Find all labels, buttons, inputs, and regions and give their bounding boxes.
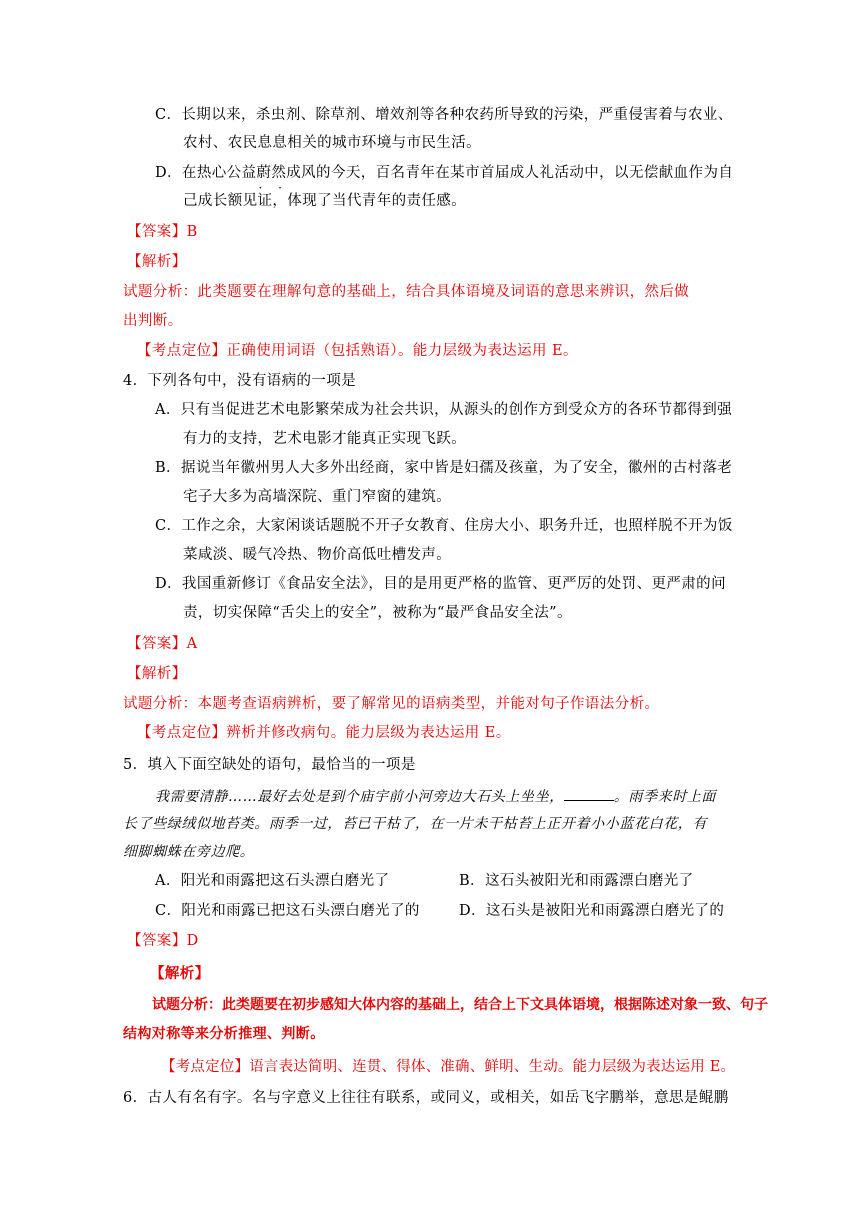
q4-stem: 4．下列各句中，没有语病的一项是: [123, 373, 357, 389]
q5-stem: 5．填入下面空缺处的语句，最恰当的一项是: [123, 757, 416, 773]
q4-option-c-line2: 菜咸淡、暖气冷热、物价高低吐槽发声。: [183, 547, 452, 563]
q3-option-d-line2: 己成长额见证，体现了当代青年的责任感。: [183, 193, 467, 209]
q5-key-point: 【考点定位】语言表达简明、连贯、得体、准确、鲜明、生动。能力层级为表达运用 E。: [161, 1059, 736, 1075]
q4-option-b-line2: 宅子大多为高墙深院、重门窄窗的建筑。: [183, 489, 452, 505]
answer-blank: [564, 786, 614, 801]
q5-passage-line1: 我需要清静……最好去处是到个庙宇前小河旁边大石头上坐坐， 。雨季来时上面: [155, 786, 716, 807]
q3-option-c-line1: C．长期以来，杀虫剂、除草剂、增效剂等各种农药所导致的污染，严重侵害着与农业、: [155, 107, 733, 123]
q5-option-d: D．这石头是被阳光和雨露漂白磨光了的: [459, 903, 725, 919]
q4-answer: 【答案】A: [127, 636, 198, 652]
q3-analysis-label: 【解析】: [127, 254, 187, 270]
q4-analysis-line1: 试题分析：本题考查语病辨析，要了解常见的语病类型，并能对句子作语法分析。: [123, 696, 660, 712]
q4-analysis-label: 【解析】: [127, 666, 187, 682]
q4-option-d-line2: 责，切实保障“舌尖上的安全”，被称为“最严食品安全法”。: [183, 605, 572, 621]
q5-analysis-line1: 试题分析：此类题要在初步感知大体内容的基础上，结合上下文具体语境，根据陈述对象一致、句子: [152, 997, 768, 1013]
q5-passage-line2: 长了些绿绒似地苔类。雨季一过，苔已干枯了，在一片未干枯苔上正开着小小蓝花白花，有: [123, 816, 707, 832]
q6-stem: 6．古人有名有字。名与字意义上往往有联系，或同义，或相关，如岳飞字鹏举，意思是鲲鹏: [123, 1090, 729, 1106]
q4-key-point: 【考点定位】辨析并修改病句。能力层级为表达运用 E。: [137, 725, 511, 741]
q3-option-c-line2: 农村、农民息息相关的城市环境与市民生活。: [183, 135, 481, 151]
q5-passage-line3: 细脚蜘蛛在旁边爬。: [123, 844, 255, 860]
dotted-idiom: 蔚然成风 · ·: [256, 165, 316, 181]
q4-option-d-line1: D．我国重新修订《食品安全法》，目的是用更严格的监管、更严厉的处罚、更严肃的问: [155, 576, 726, 592]
q4-option-a-line2: 有力的支持，艺术电影才能真正实现飞跃。: [183, 431, 467, 447]
q3-key-point: 【考点定位】正确使用词语（包括熟语）。能力层级为表达运用 E。: [137, 343, 578, 359]
q3-analysis-line2: 出判断。: [123, 313, 183, 329]
q4-option-a-line1: A．只有当促进艺术电影繁荣成为社会共识，从源头的创作方到受众方的各环节都得到强: [155, 402, 733, 418]
q4-option-b-line1: B．据说当年徽州男人大多外出经商，家中皆是妇孺及孩童，为了安全，徽州的古村落老: [155, 460, 733, 476]
q3-option-d-line1: D．在热心公益蔚然成风 · ·的今天，百名青年在某市首届成人礼活动中，以无偿献血作为自: [155, 163, 733, 183]
q5-answer: 【答案】D: [127, 933, 199, 949]
q3-answer: 【答案】B: [127, 224, 198, 240]
q3-analysis-line1: 试题分析：此类题要在理解句意的基础上，结合具体语境及词语的意思来辨识，然后做: [123, 284, 690, 300]
q5-option-a: A．阳光和雨露把这石头漂白磨光了: [155, 873, 390, 889]
q5-option-c: C．阳光和雨露已把这石头漂白磨光了的: [155, 903, 420, 919]
q5-analysis-label: 【解析】: [150, 965, 210, 982]
q5-option-b: B．这石头被阳光和雨露漂白磨光了: [459, 873, 694, 889]
q5-analysis-line2: 结构对称等来分析推理、判断。: [123, 1026, 325, 1042]
q4-option-c-line1: C．工作之余，大家闲谈话题脱不开子女教育、住房大小、职务升迁，也照样脱不开为饭: [155, 518, 733, 534]
